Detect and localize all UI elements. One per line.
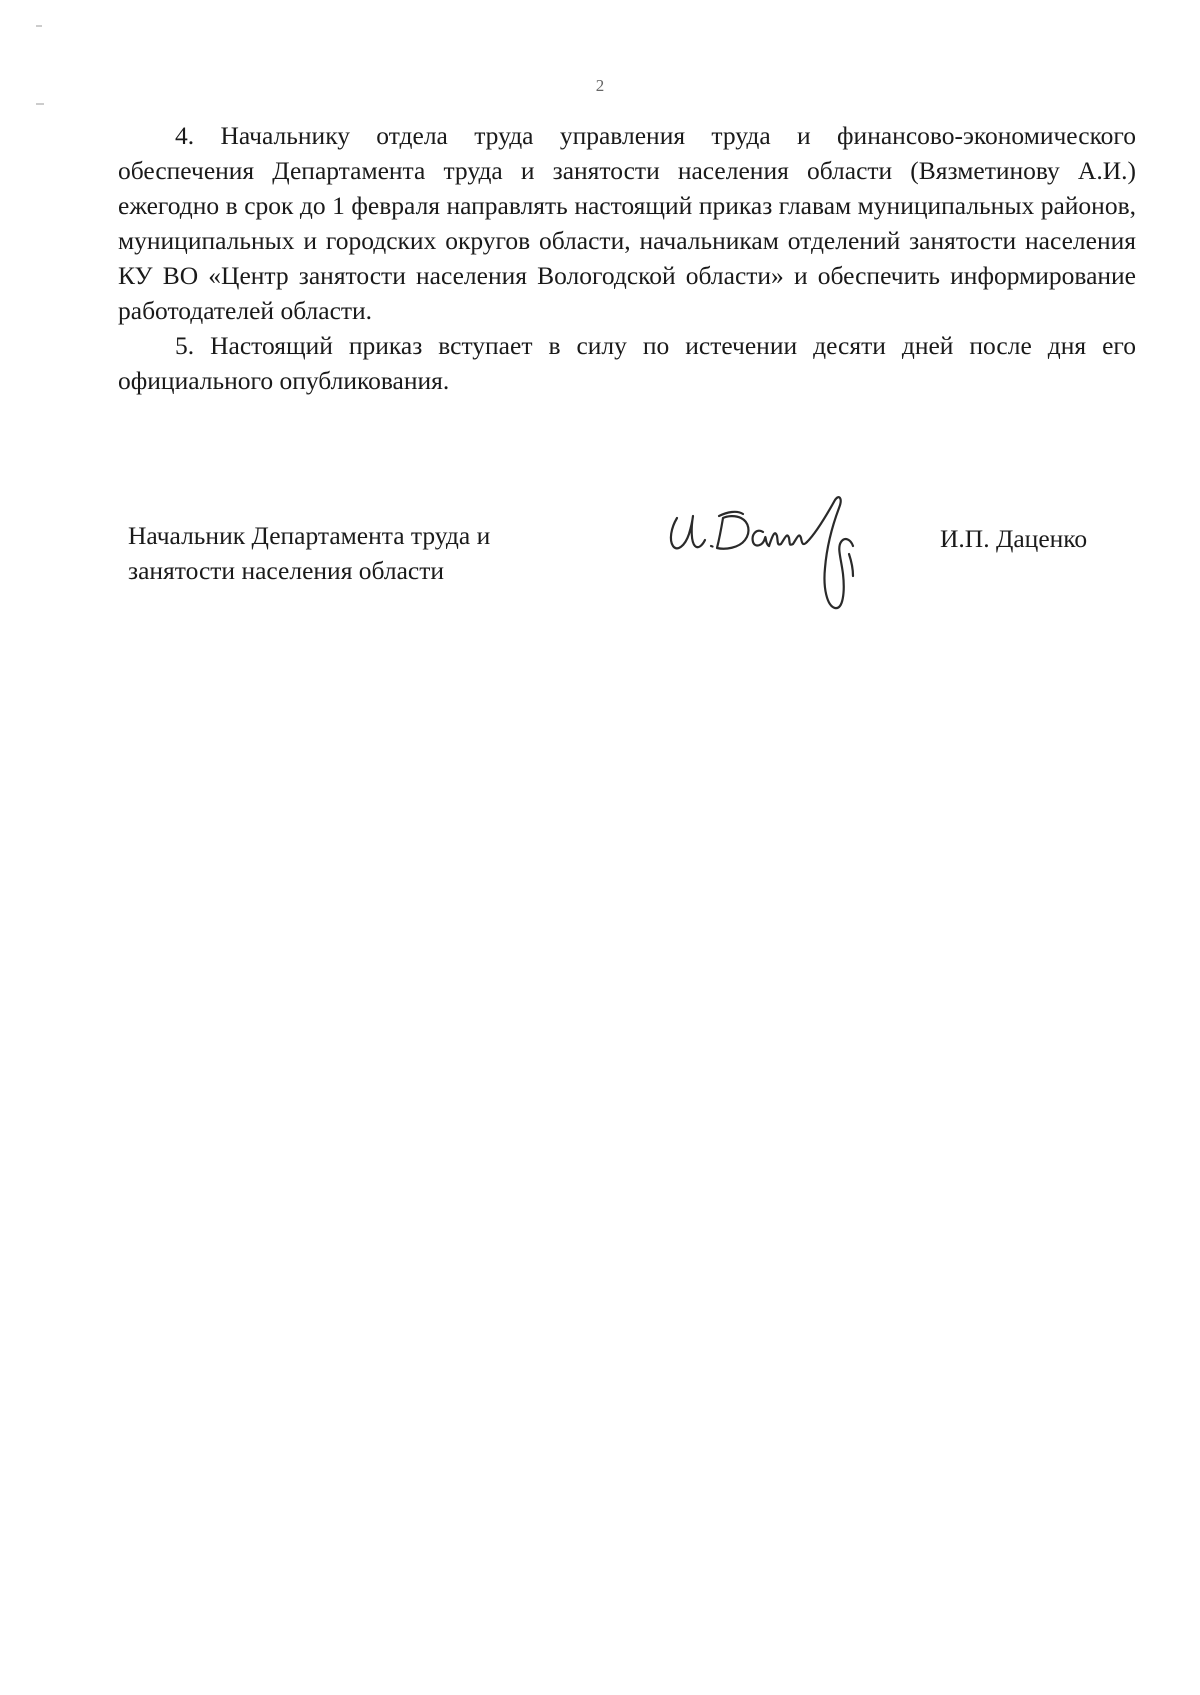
signatory-position-line-1: Начальник Департамента труда и <box>128 521 491 550</box>
signatory-name: И.П. Даценко <box>940 524 1088 553</box>
document-body <box>118 118 1136 398</box>
handwritten-signature-icon <box>665 488 895 618</box>
signatory-position <box>128 518 578 588</box>
page-number: 2 <box>595 76 605 95</box>
signatory-position-line-2: занятости населения области <box>128 556 445 585</box>
paragraph-5: 5. Настоящий приказ вступает в силу по истечении десяти дней после дня его официального опубликования. <box>118 331 1136 395</box>
paragraph-4: 4. Начальнику отдела труда управления труда и финансово-экономического обеспечения Департамента труда и занятости населения области (Вязметинову А.И.) ежегодно в срок до 1 февраля направлять настоящий приказ главам муниципальных районов, муниципальных и городских округов области, начальникам отделений занятости населения КУ ВО «Центр занятости населения Вологодской области» и обеспечить информирование работодателей области. <box>118 121 1136 325</box>
